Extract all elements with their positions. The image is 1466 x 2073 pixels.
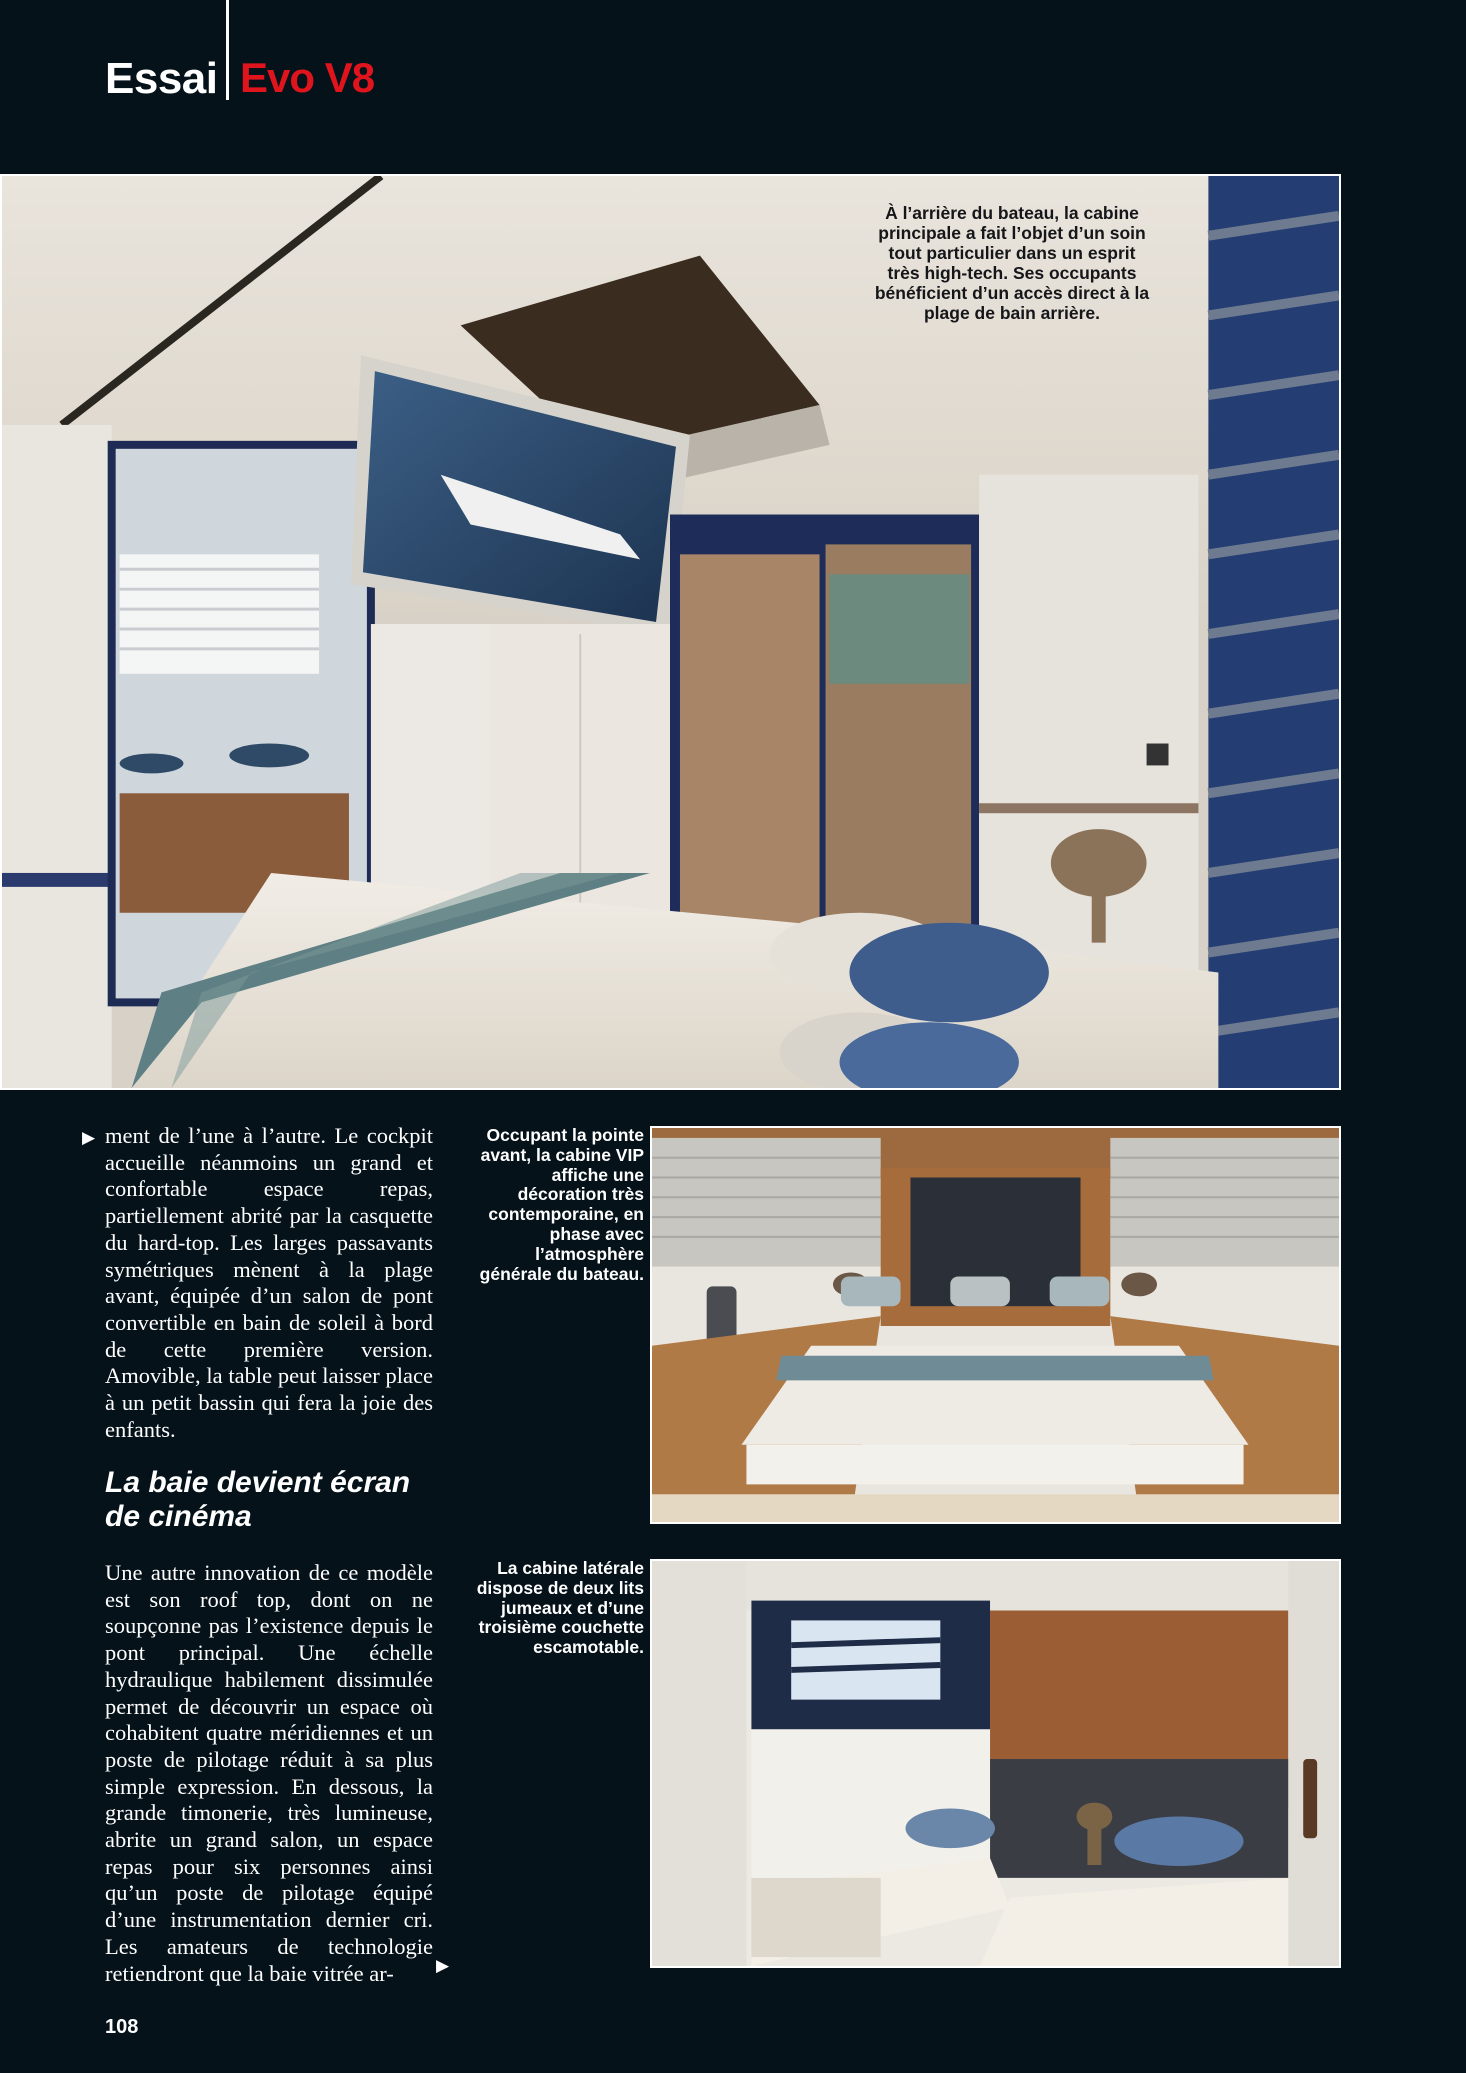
hero-caption: À l’arrière du bateau, la cabine principale a fait l’objet d’un soin tout particulier dans un esprit très high-tech. Ses occupants bénéficient d’un accès direct à la plage de bain arrière. (874, 203, 1150, 323)
side-cabin-caption: La cabine latérale dispose de deux lits jumeaux et d’une troisième couchette escamotable. (476, 1558, 644, 1658)
page-number: 108 (105, 2016, 139, 2038)
continued-arrow-icon: ▶ (82, 1128, 96, 1148)
vip-caption: Occupant la pointe avant, la cabine VIP affiche une décoration très contemporaine, en phase avec l’atmosphère générale du bateau. (479, 1125, 644, 1284)
vip-cabin-photo (650, 1126, 1341, 1524)
article-paragraph-2: Une autre innovation de ce modèle est son roof top, dont on ne soupçonne pas l’existence depuis le pont principal. Une échelle hydraulique habilement dissimulée permet de découvrir un espace où cohabitent quatre méridiennes et un poste de pilotage réduit à sa plus simple expression. En dessous, la grande timonerie, très lumineuse, abrite un grand salon, un espace repas pour six personnes ainsi qu’un poste de pilotage équipé d’une instrumentation dernier cri. Les amateurs de technologie retiendront que la baie vitrée ar- (105, 1560, 433, 1986)
article-title: Evo V8 (240, 54, 375, 101)
section-label: Essai (105, 54, 218, 103)
side-cabin-photo (650, 1559, 1341, 1968)
article-paragraph-1: ment de l’une à l’autre. Le cockpit accueille néanmoins un grand et confortable espace repas, partiellement abrité par la casquette du hard-top. Les larges passavants symétriques mènent à la plage avant, équipée d’un salon de pont convertible en bain de soleil à bord de cette première version. Amovible, la table peut laisser place à un petit bassin qui fera la joie des enfants. (105, 1123, 433, 1442)
article-subheading: La baie devient écran de cinéma (105, 1466, 411, 1533)
header-divider (226, 0, 229, 100)
continue-arrow-icon: ▶ (436, 1956, 450, 1976)
